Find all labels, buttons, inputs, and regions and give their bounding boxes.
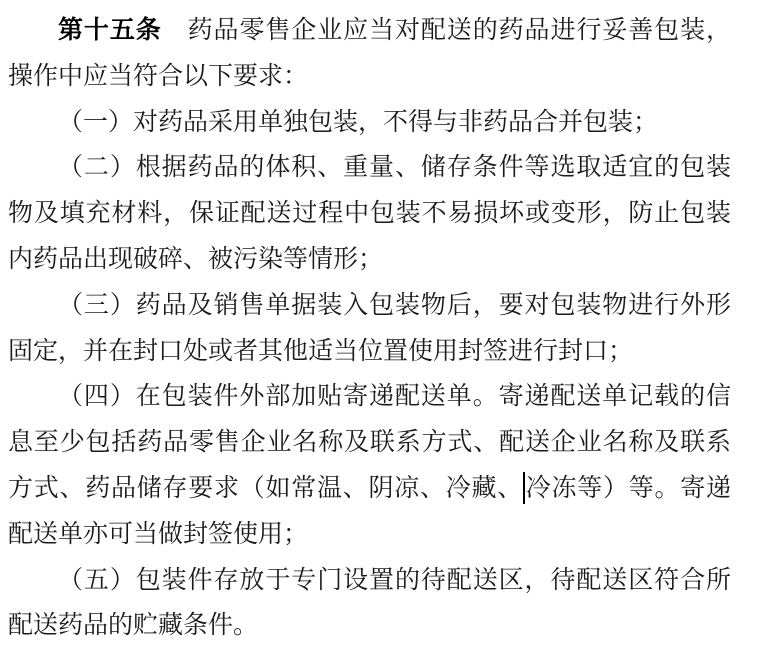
- line-text: 冷冻等）等。寄递: [524, 474, 731, 502]
- line-text: 内药品出现破碎、被污染等情形；: [8, 245, 384, 273]
- text-line: [8, 283, 731, 329]
- line-text: 配送单亦可当做封签使用；: [8, 520, 309, 548]
- line-text: （四）在包装件外部加贴寄递配送单。寄递配送单记载的信: [58, 383, 731, 411]
- text-line: [8, 466, 731, 512]
- text-line: [8, 374, 731, 420]
- article-number: 第十五条: [58, 17, 162, 44]
- text-line: [8, 512, 731, 558]
- text-line: [8, 329, 731, 375]
- line-text: （二）根据药品的体积、重量、储存条件等选取适宜的包装: [58, 154, 731, 182]
- line-text: 方式、药品储存要求（如常温、阴凉、冷藏、: [8, 474, 523, 502]
- line-text: （一）对药品采用单独包装，不得与非药品合并包装；: [58, 108, 659, 136]
- line-text: 固定，并在封口处或者其他适当位置使用封签进行封口；: [8, 337, 634, 365]
- text-line: [8, 145, 731, 191]
- line-text: 息至少包括药品零售企业名称及联系方式、配送企业名称及联系: [8, 429, 731, 457]
- text-line: [8, 191, 731, 237]
- text-line: [8, 558, 731, 604]
- line-text: 物及填充材料，保证配送过程中包装不易损坏或变形，防止包装: [8, 200, 731, 228]
- line-text: 配送药品的贮藏条件。: [8, 612, 259, 640]
- text-line: [8, 420, 731, 466]
- text-line: [8, 54, 731, 100]
- line-text: 药品零售企业应当对配送的药品进行妥善包装，: [161, 17, 731, 44]
- text-line: [8, 8, 731, 54]
- line-text: （五）包装件存放于专门设置的待配送区，待配送区符合所: [58, 566, 731, 594]
- text-line: [8, 603, 731, 649]
- line-text: （三）药品及销售单据装入包装物后，要对包装物进行外形: [58, 291, 731, 319]
- text-line: [8, 237, 731, 283]
- line-text: 操作中应当符合以下要求：: [8, 62, 309, 90]
- text-line: [8, 100, 731, 146]
